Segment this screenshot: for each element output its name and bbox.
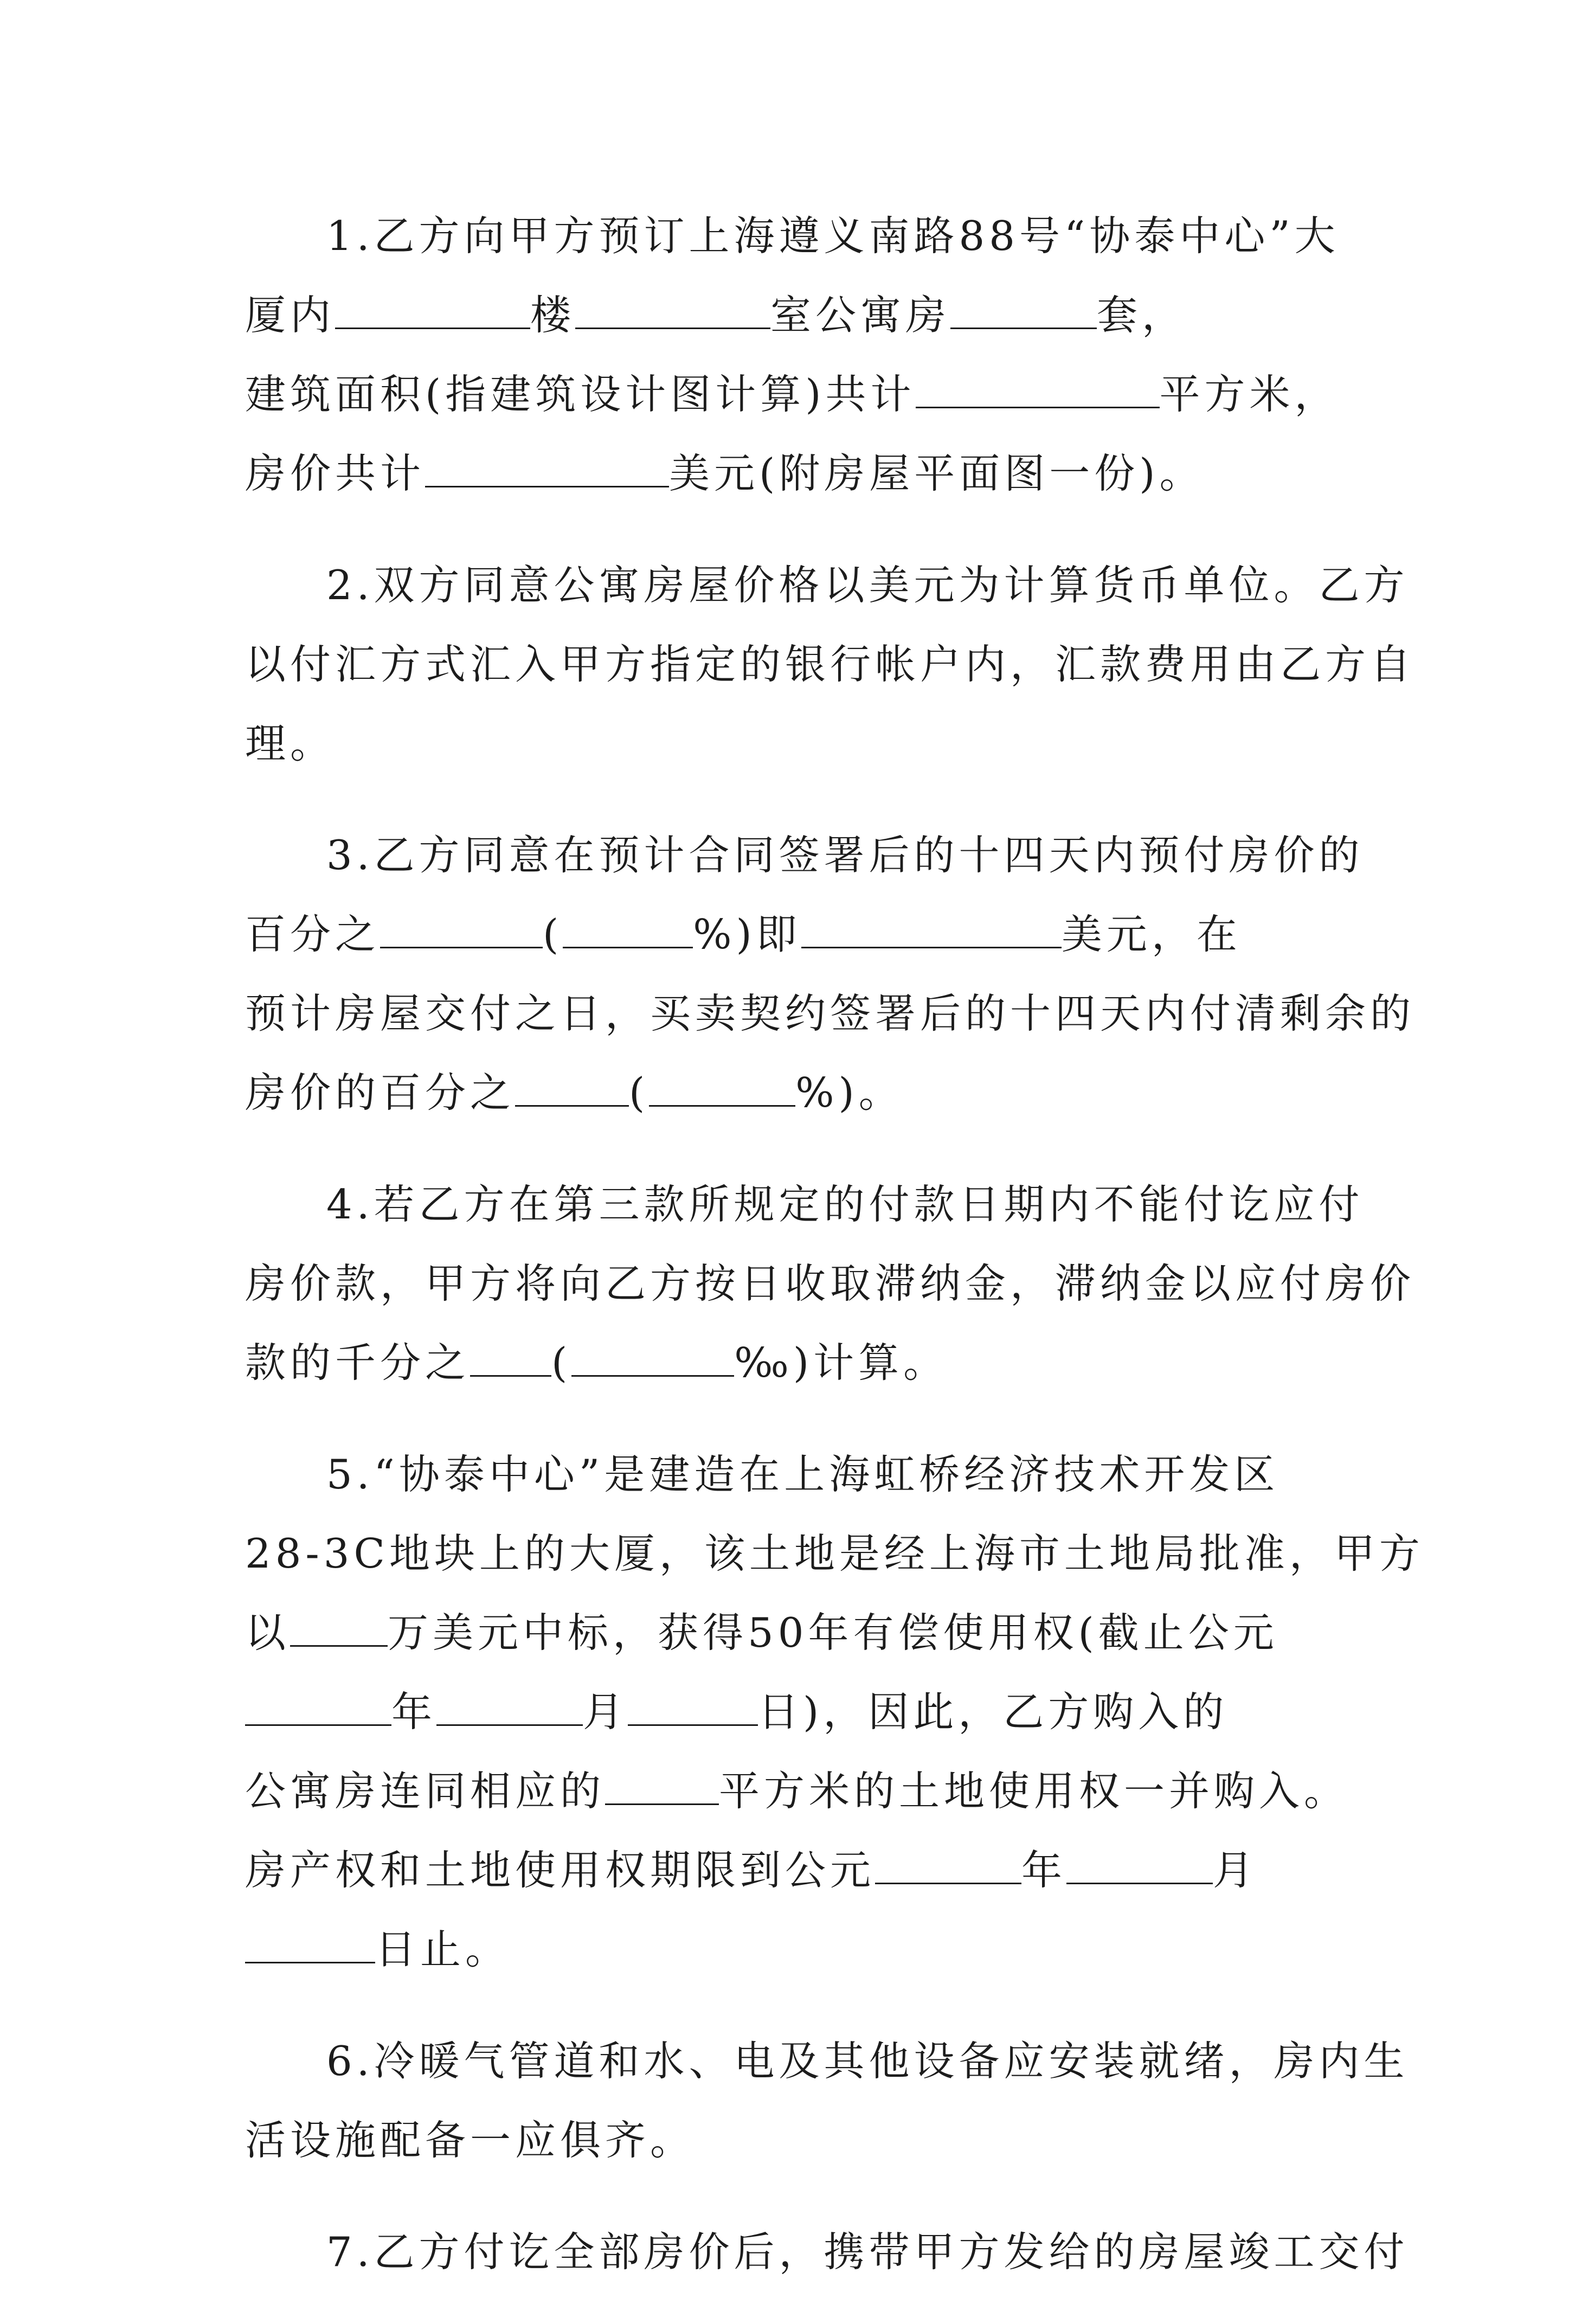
- fill-in-blank: [575, 293, 770, 329]
- contract-text: [245, 196, 1424, 2324]
- text-line: 房价款，甲方将向乙方按日收取滞纳金，滞纳金以应付房价: [245, 1260, 1416, 1307]
- fill-in-blank: [335, 293, 530, 329]
- text-line: 7.乙方付讫全部房价后，携带甲方发给的房屋竣工交付: [326, 2228, 1409, 2276]
- text-line: 活设施配备一应俱齐。: [245, 2116, 696, 2164]
- clause-2: [245, 545, 1416, 783]
- text-line: 公寓房连同相应的 平方米的土地使用权一并购入。: [245, 1767, 1349, 1815]
- text-line: 年 月 日)，因此，乙方购入的: [245, 1672, 1346, 1751]
- fill-in-blank: [950, 293, 1097, 329]
- clause-7: [245, 2212, 1409, 2291]
- fill-in-blank: [649, 1070, 795, 1107]
- fill-in-blank: [563, 912, 693, 948]
- text-line: 日止。: [245, 1910, 1346, 1989]
- text-line: 百分之 ( %)即 美元，在: [245, 910, 1242, 958]
- text-line: 1.乙方向甲方预订上海遵义南路88号“协泰中心”大: [326, 212, 1340, 260]
- clause-5: [245, 1435, 1424, 1989]
- text-line: 以 万美元中标，获得50年有偿使用权(截止公元: [245, 1609, 1278, 1657]
- fill-in-blank: [605, 1769, 719, 1805]
- fill-in-blank: [571, 1340, 734, 1377]
- text-line: 28-3C地块上的大厦，该土地是经上海市土地局批准，甲方: [245, 1530, 1424, 1577]
- clause-1: [245, 196, 1346, 513]
- text-line: 3.乙方同意在预计合同签署后的十四天内预付房价的: [326, 831, 1364, 879]
- fill-in-blank: [290, 1610, 388, 1647]
- clause-3: [245, 816, 1416, 1132]
- fill-in-blank: [1066, 1848, 1213, 1884]
- fill-in-blank: [875, 1848, 1021, 1884]
- fill-in-blank: [916, 372, 1160, 408]
- fill-in-blank: [515, 1070, 629, 1107]
- fill-in-blank: [380, 912, 543, 948]
- text-line: 5.“协泰中心”是建造在上海虹桥经济技术开发区: [326, 1450, 1279, 1498]
- text-line: 建筑面积(指建筑设计图计算)共计 平方米，: [245, 370, 1340, 418]
- clause-6: [245, 2021, 1409, 2180]
- text-line: 厦内 楼 室公寓房 套，: [245, 291, 1187, 339]
- text-line: 房产权和土地使用权期限到公元 年 月: [245, 1846, 1258, 1894]
- text-line: 理。: [245, 720, 336, 767]
- text-line: 款的千分之 ( ‰)计算。: [245, 1339, 949, 1386]
- fill-in-blank: [425, 451, 669, 487]
- text-line: 房价共计 美元(附房屋平面图一份)。: [245, 450, 1205, 497]
- text-line: 预计房屋交付之日，买卖契约签署后的十四天内付清剩余的: [245, 990, 1416, 1037]
- fill-in-blank: [801, 912, 1062, 948]
- fill-in-blank: [245, 1927, 375, 1963]
- text-line: 2.双方同意公寓房屋价格以美元为计算货币单位。乙方: [326, 561, 1409, 609]
- fill-in-blank: [470, 1340, 551, 1377]
- text-line: 房价的百分之 ( %)。: [245, 1069, 904, 1116]
- text-line: 6.冷暖气管道和水、电及其他设备应安装就绪，房内生: [326, 2037, 1409, 2085]
- fill-in-blank: [245, 1690, 391, 1726]
- text-line: 4.若乙方在第三款所规定的付款日期内不能付讫应付: [326, 1180, 1364, 1228]
- text-line: 以付汇方式汇入甲方指定的银行帐户内，汇款费用由乙方自: [245, 640, 1416, 688]
- clause-4: [245, 1165, 1416, 1402]
- fill-in-blank: [436, 1690, 583, 1726]
- fill-in-blank: [628, 1690, 758, 1726]
